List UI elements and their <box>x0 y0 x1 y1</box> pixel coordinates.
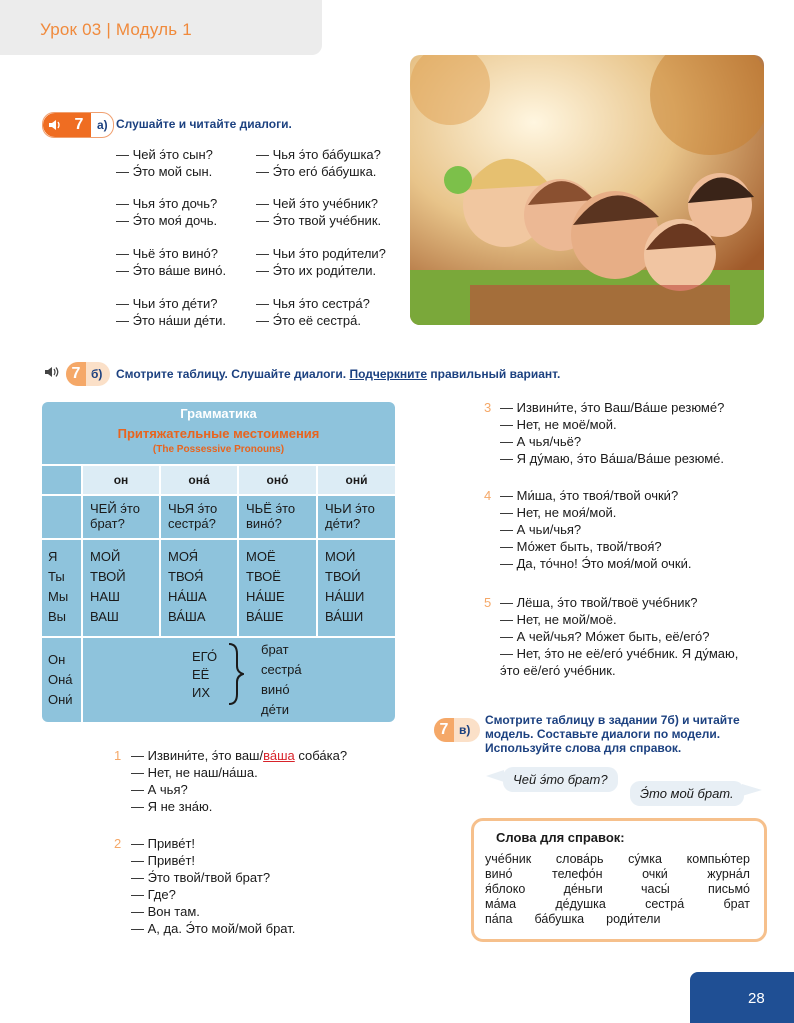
nouns-list: брат сестра́ вино́ де́ти <box>261 642 302 717</box>
grid-line <box>42 494 395 496</box>
dialog-7a-right-3: — Чьи э́то роди́тели? — Э́то их роди́тели. <box>256 246 386 278</box>
grid-line <box>159 464 161 636</box>
grammar-subtitle-en: (The Possessive Pronouns) <box>152 444 285 455</box>
grid-line <box>237 464 239 636</box>
forms-neut: МОЁ ТВОЁ НА́ШЕ ВА́ШЕ <box>246 549 285 624</box>
dialog-2-number: 2 <box>114 836 122 851</box>
question-fem: ЧЬЯ э́то сестра́? <box>168 501 218 531</box>
page-number-tab <box>690 972 794 1023</box>
bubble-tail <box>486 770 504 782</box>
third-persons-column: Он Она́ Они́ <box>48 652 73 707</box>
exercise-7v-badge[interactable] <box>434 718 480 742</box>
dialog-7a-left-3: — Чьё э́то вино́? — Э́то ва́ше вино́. <box>116 246 227 278</box>
dialog-4: — Ми́ша, э́то твоя́/твой очки́? — Нет, не моя́/мой. — А чьи/чья? — Мо́жет быть, твой/твоя́? — Да, то́чно! Э́то моя́/мой очки́. <box>500 488 692 571</box>
exercise-letter: в) <box>459 723 471 737</box>
dialog-7a-left-4: — Чьи э́то де́ти? — Э́то на́ши де́ти. <box>116 296 226 328</box>
exercise-letter: б) <box>91 367 103 381</box>
question-plural: ЧЬИ э́то де́ти? <box>325 501 375 531</box>
lesson-title: Урок 03 | Модуль 1 <box>40 20 192 39</box>
grammar-subtitle: Притяжательные местоимения <box>117 426 320 441</box>
forms-plural: МОИ́ ТВОИ́ НА́ШИ ВА́ШИ <box>325 549 365 624</box>
grammar-table <box>42 402 395 722</box>
exercise-7b-instruction: Смотрите таблицу. Слушайте диалоги. Подчеркните правильный вариант. <box>116 367 561 381</box>
header-ono: оно́ <box>239 466 316 494</box>
grid-line <box>42 464 395 466</box>
exercise-number: 7 <box>67 113 91 137</box>
words-row-4: ма́ма де́душка сестра́ брат <box>485 897 750 911</box>
dialog-4-number: 4 <box>484 488 492 503</box>
third-forms: ЕГО́ ЕЁ ИХ <box>192 649 218 700</box>
words-row-1: уче́бник слова́рь су́мка компью́тер <box>485 852 750 866</box>
exercise-7v-instruction: Смотрите таблицу в задании 7б) и читайте модель. Составьте диалоги по модели. Используйте слова для справок. <box>485 713 740 755</box>
dialog-7a-right-2: — Чей э́то уче́бник? — Э́то твой уче́бник. <box>256 196 382 228</box>
dialog-5: — Лёша, э́то твой/твоё уче́бник? — Нет, не мой/моё. — А чей/чья? Мо́жет быть, её/его́? — Нет, э́то не её/его́ уче́бник. Я ду́маю, э́то её/его́ уче́бник. <box>500 595 739 678</box>
dialog-1-number: 1 <box>114 748 122 763</box>
header-oni: они́ <box>318 466 395 494</box>
header-ona: она́ <box>161 466 237 494</box>
dialog-7a-left-2: — Чья э́то дочь? — Э́то моя́ дочь. <box>116 196 218 228</box>
persons-column: Я Ты Мы Вы <box>48 549 69 624</box>
reference-words-title: Слова для справок: <box>496 830 625 845</box>
exercise-letter: а) <box>97 118 108 132</box>
grid-line <box>316 464 318 636</box>
page-number: 28 <box>748 990 765 1007</box>
family-photo <box>410 55 764 325</box>
dialog-3-number: 3 <box>484 400 492 415</box>
exercise-number: 7 <box>66 362 86 386</box>
dialog-7a-right-4: — Чья э́то сестра́? — Э́то её сестра́. <box>256 296 370 328</box>
speaker-icon[interactable] <box>43 113 67 137</box>
dialog-7a-right-1: — Чья э́то ба́бушка? — Э́то его́ ба́бушка. <box>256 147 381 179</box>
forms-masc: МОЙ ТВОЙ НАШ ВАШ <box>90 549 126 624</box>
header-on: он <box>83 466 159 494</box>
dialog-3: — Извини́те, э́то Ваш/Ва́ше резюме́? — Нет, не моё/мой. — А чья/чьё? — Я ду́маю, э́то Ва́ша/Ва́ше резюме́. <box>500 400 725 466</box>
question-masc: ЧЕЙ э́то брат? <box>90 501 140 531</box>
exercise-7a-badge[interactable] <box>42 112 114 138</box>
words-row-5: па́па ба́бушка роди́тели <box>485 912 661 926</box>
exercise-7b-badge[interactable] <box>66 362 110 386</box>
dialog-5-number: 5 <box>484 595 492 610</box>
dialog-2: — Приве́т! — Приве́т! — Э́то твой/твой брат? — Где? — Вон там. — А, да. Э́то мой/мой брат. <box>131 836 296 936</box>
dialog-7a-left-1: — Чей э́то сын? — Э́то мой сын. <box>116 147 213 179</box>
brace-icon <box>226 642 244 709</box>
bubble-tail <box>742 784 762 796</box>
words-row-3: я́блоко де́ньги часы́ письмо́ <box>485 882 750 896</box>
exercise-number: 7 <box>434 718 454 742</box>
grid-line <box>42 636 395 638</box>
grammar-title: Грамматика <box>180 406 257 421</box>
forms-fem: МОЯ́ ТВОЯ́ НА́ША ВА́ША <box>168 549 207 624</box>
speaker-icon[interactable] <box>44 366 60 381</box>
speech-bubble-answer: Э́то мой брат. <box>630 781 744 806</box>
question-neut: ЧЬЁ э́то вино́? <box>246 501 296 531</box>
speech-bubble-question: Чей э́то брат? <box>503 767 618 792</box>
words-row-2: вино́ телефо́н очки́ журна́л <box>485 867 750 881</box>
grid-line <box>81 464 83 722</box>
exercise-7a-instruction: Слушайте и читайте диалоги. <box>116 117 292 131</box>
grid-line <box>42 538 395 540</box>
dialog-1: — Извини́те, э́то ваш/ва́ша соба́ка? — Нет, не наш/на́ша. — А чья? — Я не зна́ю. <box>131 748 348 814</box>
